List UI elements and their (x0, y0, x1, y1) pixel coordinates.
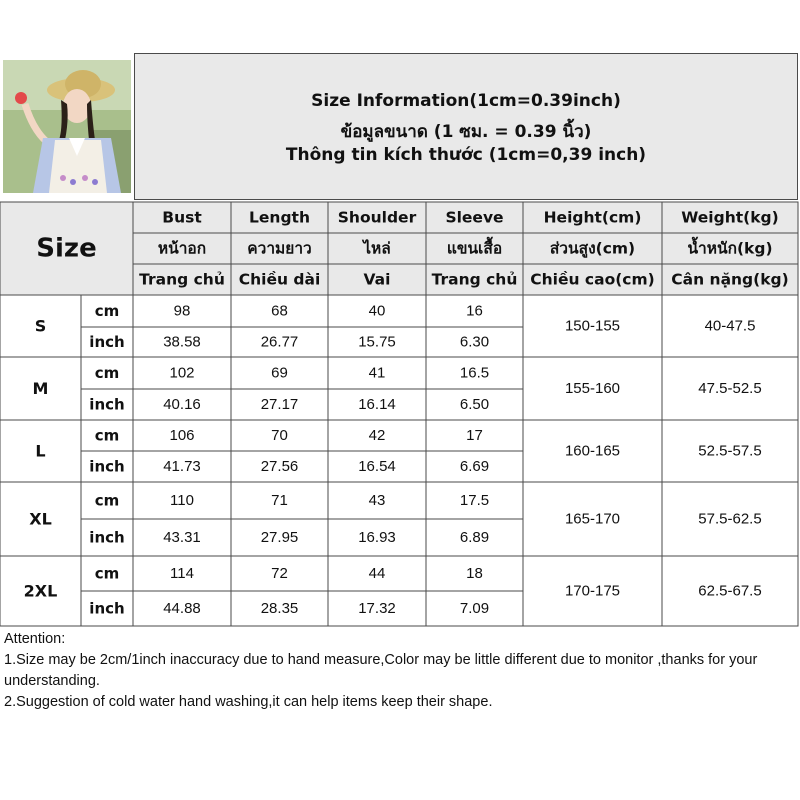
measure-cm-value: 43 (368, 492, 386, 509)
attention-note-2: 2.Suggestion of cold water hand washing,it can help items keep their shape. (4, 694, 493, 710)
unit-inch-label: inch (89, 333, 125, 351)
column-header-label: Height(cm) (543, 208, 642, 227)
measure-cm-value: 72 (271, 565, 288, 582)
attention-title: Attention: (4, 631, 66, 647)
height-value: 170-175 (564, 582, 621, 600)
unit-inch-label: inch (89, 457, 125, 476)
column-header-label: ไหล่ (363, 239, 391, 258)
unit-cm-label: cm (94, 364, 120, 382)
measure-inch-value: 38.58 (163, 333, 201, 351)
column-header-label: Cân nặng(kg) (671, 270, 789, 289)
measure-inch-value: 41.73 (163, 458, 201, 475)
unit-cm-label: cm (94, 426, 120, 445)
weight-value: 57.5-62.5 (698, 510, 762, 528)
measure-cm-value: 41 (368, 364, 386, 382)
column-header-label: น้ำหนัก(kg) (687, 239, 773, 258)
measure-inch-value: 17.32 (358, 600, 396, 617)
weight-value: 47.5-52.5 (698, 380, 762, 397)
column-header-label: Chiều dài (238, 270, 321, 289)
measure-cm-value: 98 (173, 302, 191, 320)
size-name: L (35, 441, 46, 461)
height-value: 155-160 (564, 380, 621, 397)
measure-inch-value: 43.31 (163, 529, 201, 546)
height-value: 150-155 (564, 317, 621, 335)
size-name: S (34, 316, 47, 336)
measure-inch-value: 6.69 (459, 458, 490, 475)
measure-inch-value: 40.16 (163, 396, 201, 413)
measure-inch-value: 6.89 (459, 529, 490, 546)
measure-inch-value: 26.77 (260, 333, 299, 351)
column-header-label: Chiều cao(cm) (530, 270, 655, 289)
attention-notes (4, 629, 794, 713)
unit-inch-label: inch (89, 395, 125, 414)
measure-cm-value: 16.5 (459, 364, 490, 382)
measure-cm-value: 42 (368, 427, 386, 444)
measure-inch-value: 7.09 (459, 600, 490, 617)
column-header-label: Length (249, 208, 310, 227)
measure-cm-value: 69 (271, 364, 288, 382)
column-header-label: Shoulder (337, 208, 417, 227)
measure-inch-value: 6.30 (459, 333, 490, 351)
measure-inch-value: 16.14 (358, 396, 396, 413)
size-name: 2XL (23, 581, 58, 601)
column-header-label: ส่วนสูง(cm) (549, 239, 636, 258)
column-header-label: Trang chủ (431, 270, 518, 289)
header-line-th: ข้อมูลขนาด (1 ซม. = 0.39 นิ้ว) (340, 122, 592, 142)
unit-cm-label: cm (94, 564, 120, 583)
measure-cm-value: 17.5 (459, 492, 490, 509)
weight-value: 62.5-67.5 (698, 582, 762, 600)
unit-cm-label: cm (94, 302, 120, 320)
measure-cm-value: 40 (368, 302, 386, 320)
measure-inch-value: 16.54 (358, 458, 396, 475)
column-header-label: แขนเสื้อ (446, 239, 503, 258)
column-header-label: Sleeve (445, 208, 504, 227)
unit-inch-label: inch (89, 599, 125, 618)
measure-cm-value: 17 (466, 427, 483, 444)
measure-inch-value: 44.88 (163, 600, 201, 617)
measure-cm-value: 110 (170, 492, 194, 509)
column-header-label: Trang chủ (139, 270, 225, 289)
column-header-label: Weight(kg) (681, 208, 779, 227)
measure-cm-value: 71 (271, 492, 288, 509)
measure-inch-value: 16.93 (358, 529, 396, 546)
measure-cm-value: 106 (169, 427, 195, 444)
attention-note-1: 1.Size may be 2cm/1inch inaccuracy due to hand measure,Color may be little different due to monitor ,thanks for your understanding. (4, 652, 758, 689)
column-header-label: Bust (162, 208, 202, 227)
height-value: 160-165 (564, 442, 621, 460)
measure-cm-value: 68 (271, 302, 288, 320)
measure-cm-value: 102 (169, 364, 195, 382)
measure-cm-value: 114 (170, 565, 194, 582)
measure-inch-value: 28.35 (260, 600, 299, 617)
weight-value: 52.5-57.5 (698, 442, 762, 460)
unit-inch-label: inch (89, 528, 125, 547)
column-header-label: Vai (363, 270, 391, 289)
size-header-label: Size (36, 233, 97, 264)
height-value: 165-170 (564, 510, 621, 528)
measure-inch-value: 15.75 (358, 333, 396, 351)
header-line-en: Size Information(1cm=0.39inch) (311, 91, 621, 111)
measure-inch-value: 27.95 (260, 529, 299, 546)
measure-cm-value: 70 (271, 427, 288, 444)
column-header-label: หน้าอก (157, 239, 207, 258)
measure-inch-value: 27.56 (260, 458, 299, 475)
column-header-label: ความยาว (247, 239, 312, 258)
size-name: M (32, 379, 49, 398)
unit-cm-label: cm (94, 491, 120, 510)
measure-cm-value: 18 (466, 565, 483, 582)
weight-value: 40-47.5 (704, 317, 756, 335)
measure-inch-value: 27.17 (260, 396, 299, 413)
measure-inch-value: 6.50 (459, 396, 490, 413)
size-name: XL (29, 509, 52, 529)
header-line-vi: Thông tin kích thước (1cm=0,39 inch) (285, 145, 647, 165)
measure-cm-value: 16 (466, 302, 483, 320)
measure-cm-value: 44 (368, 565, 386, 582)
